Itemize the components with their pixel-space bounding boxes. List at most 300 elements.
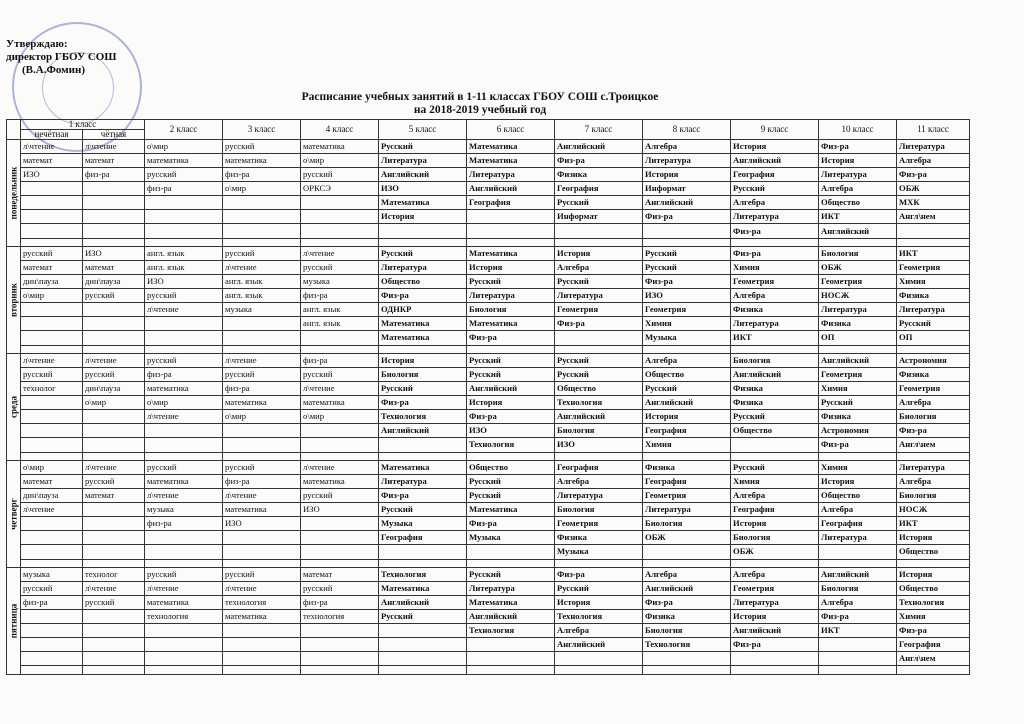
empty-cell — [897, 559, 970, 567]
empty-cell — [897, 666, 970, 675]
lesson-cell: ИЗО — [223, 517, 301, 531]
lesson-cell: Английский — [643, 196, 731, 210]
lesson-cell — [379, 438, 467, 452]
lesson-cell — [21, 303, 83, 317]
lesson-cell — [83, 638, 145, 652]
lesson-cell: География — [555, 182, 643, 196]
lesson-cell: География — [643, 475, 731, 489]
lesson-row — [7, 610, 970, 624]
lesson-cell: Физика — [819, 317, 897, 331]
lesson-cell: Технология — [643, 638, 731, 652]
lesson-cell — [301, 624, 379, 638]
lesson-cell: История — [555, 246, 643, 260]
lesson-cell: Русский — [467, 368, 555, 382]
lesson-cell — [301, 531, 379, 545]
lesson-cell: ОРКСЭ — [301, 182, 379, 196]
lesson-cell — [819, 638, 897, 652]
lesson-cell: Русский — [379, 140, 467, 154]
lesson-cell: Литература — [467, 168, 555, 182]
lesson-cell: математ — [301, 567, 379, 581]
lesson-cell: Английский — [467, 382, 555, 396]
lesson-cell: о\мир — [223, 410, 301, 424]
lesson-cell: Физ-ра — [819, 438, 897, 452]
lesson-cell: Математика — [379, 582, 467, 596]
lesson-cell: Английский — [467, 182, 555, 196]
day-label — [7, 246, 21, 353]
lesson-cell — [145, 210, 223, 224]
lesson-cell: Русский — [731, 460, 819, 474]
lesson-cell — [21, 517, 83, 531]
lesson-row — [7, 353, 970, 367]
lesson-cell: Технология — [555, 610, 643, 624]
empty-cell — [643, 345, 731, 353]
lesson-row — [7, 182, 970, 196]
lesson-cell: л\чтение — [223, 353, 301, 367]
lesson-cell: Английский — [379, 424, 467, 438]
lesson-cell: англ. язык — [223, 289, 301, 303]
lesson-cell: Биология — [467, 303, 555, 317]
lesson-cell — [379, 545, 467, 559]
empty-cell — [819, 345, 897, 353]
lesson-cell: русский — [301, 582, 379, 596]
page-title — [300, 91, 660, 117]
lesson-cell — [379, 624, 467, 638]
lesson-cell: л\чтение — [145, 489, 223, 503]
lesson-cell: русский — [21, 582, 83, 596]
empty-cell — [897, 238, 970, 246]
lesson-row — [7, 261, 970, 275]
lesson-cell: Математика — [467, 596, 555, 610]
lesson-cell — [145, 624, 223, 638]
lesson-cell: Физ-ра — [555, 154, 643, 168]
lesson-cell: англ. язык — [145, 261, 223, 275]
lesson-cell — [83, 517, 145, 531]
empty-cell — [83, 345, 145, 353]
lesson-cell — [223, 638, 301, 652]
lesson-cell: Физ-ра — [897, 624, 970, 638]
lesson-cell: География — [897, 638, 970, 652]
class-header: 4 класс — [301, 120, 379, 140]
lesson-cell: ИКТ — [897, 517, 970, 531]
lesson-cell: Общество — [731, 424, 819, 438]
lesson-cell — [145, 438, 223, 452]
empty-cell — [467, 452, 555, 460]
lesson-cell: Физика — [731, 303, 819, 317]
lesson-cell: русский — [83, 368, 145, 382]
lesson-row — [7, 246, 970, 260]
lesson-cell: математ — [83, 261, 145, 275]
lesson-cell: л\чтение — [21, 140, 83, 154]
lesson-cell — [21, 424, 83, 438]
lesson-cell: Литература — [643, 154, 731, 168]
lesson-cell: русский — [145, 460, 223, 474]
lesson-cell — [223, 438, 301, 452]
lesson-cell: Литература — [379, 261, 467, 275]
lesson-cell — [21, 638, 83, 652]
empty-cell — [223, 452, 301, 460]
lesson-cell: л\чтение — [83, 140, 145, 154]
day-label — [7, 140, 21, 247]
lesson-row — [7, 652, 970, 666]
lesson-cell: Алгебра — [643, 140, 731, 154]
lesson-cell: физ-ра — [145, 182, 223, 196]
lesson-cell: о\мир — [145, 396, 223, 410]
lesson-cell: музыка — [21, 567, 83, 581]
lesson-cell: Геометрия — [731, 582, 819, 596]
empty-cell — [83, 238, 145, 246]
lesson-cell: Русский — [819, 396, 897, 410]
empty-cell — [21, 452, 83, 460]
lesson-cell — [379, 652, 467, 666]
lesson-cell: Физ-ра — [467, 517, 555, 531]
empty-cell — [301, 452, 379, 460]
lesson-cell: Русский — [555, 275, 643, 289]
class-header: 5 класс — [379, 120, 467, 140]
lesson-cell — [223, 224, 301, 238]
lesson-cell — [83, 303, 145, 317]
lesson-cell — [21, 317, 83, 331]
empty-cell — [145, 666, 223, 675]
empty-cell — [731, 345, 819, 353]
lesson-cell — [145, 424, 223, 438]
lesson-cell — [145, 638, 223, 652]
lesson-cell: англ. язык — [145, 246, 223, 260]
lesson-cell: русский — [223, 567, 301, 581]
lesson-cell: Литература — [819, 168, 897, 182]
day-label — [7, 353, 21, 460]
lesson-cell: Технология — [467, 624, 555, 638]
lesson-cell: Русский — [467, 353, 555, 367]
empty-cell — [379, 559, 467, 567]
lesson-cell — [21, 224, 83, 238]
lesson-cell: технолог — [21, 382, 83, 396]
lesson-cell: Физ-ра — [731, 638, 819, 652]
lesson-cell: русский — [145, 168, 223, 182]
lesson-cell: русский — [83, 596, 145, 610]
lesson-cell: о\мир — [21, 289, 83, 303]
lesson-cell — [301, 545, 379, 559]
lesson-cell: русский — [21, 368, 83, 382]
lesson-cell — [21, 331, 83, 345]
lesson-cell: Физ-ра — [643, 275, 731, 289]
lesson-cell: Общество — [643, 368, 731, 382]
lesson-cell: Музыка — [467, 531, 555, 545]
lesson-cell: Алгебра — [819, 503, 897, 517]
lesson-cell: География — [467, 196, 555, 210]
lesson-cell — [301, 424, 379, 438]
day-name: среда — [8, 395, 18, 418]
lesson-cell: Английский — [555, 410, 643, 424]
lesson-cell: математика — [223, 154, 301, 168]
lesson-cell: Алгебра — [731, 196, 819, 210]
lesson-cell: математ — [21, 475, 83, 489]
lesson-cell: Физика — [731, 382, 819, 396]
lesson-cell: Русский — [467, 275, 555, 289]
lesson-cell: Русский — [555, 196, 643, 210]
lesson-cell: л\чтение — [83, 460, 145, 474]
lesson-row — [7, 545, 970, 559]
lesson-cell — [223, 331, 301, 345]
lesson-cell: русский — [21, 246, 83, 260]
lesson-cell: История — [731, 610, 819, 624]
empty-cell — [301, 345, 379, 353]
lesson-cell — [83, 438, 145, 452]
lesson-cell — [555, 652, 643, 666]
lesson-cell: Физ-ра — [379, 396, 467, 410]
lesson-cell — [897, 224, 970, 238]
empty-cell — [83, 666, 145, 675]
lesson-cell — [643, 545, 731, 559]
lesson-cell: Математика — [467, 246, 555, 260]
lesson-cell: Технология — [555, 396, 643, 410]
lesson-cell: Общество — [819, 489, 897, 503]
lesson-cell: л\чтение — [223, 489, 301, 503]
empty-cell — [467, 559, 555, 567]
lesson-cell: География — [731, 168, 819, 182]
lesson-cell: Общество — [467, 460, 555, 474]
lesson-cell — [301, 196, 379, 210]
lesson-cell — [21, 410, 83, 424]
lesson-cell: Биология — [819, 582, 897, 596]
lesson-cell: математика — [145, 475, 223, 489]
lesson-cell: англ. язык — [301, 303, 379, 317]
lesson-cell: Физ-ра — [731, 224, 819, 238]
lesson-cell: русский — [301, 368, 379, 382]
empty-cell — [643, 559, 731, 567]
lesson-cell: Информат — [643, 182, 731, 196]
lesson-cell: Русский — [379, 610, 467, 624]
lesson-cell — [223, 624, 301, 638]
lesson-cell: Алгебра — [897, 475, 970, 489]
lesson-row — [7, 210, 970, 224]
lesson-cell: математика — [145, 382, 223, 396]
lesson-cell: ИКТ — [819, 210, 897, 224]
lesson-cell: Биология — [731, 353, 819, 367]
class-header: 9 класс — [731, 120, 819, 140]
lesson-cell: русский — [145, 353, 223, 367]
lesson-cell: ИЗО — [83, 246, 145, 260]
lesson-cell: англ. язык — [223, 275, 301, 289]
lesson-cell — [21, 531, 83, 545]
lesson-cell: Биология — [379, 368, 467, 382]
lesson-cell: Химия — [897, 610, 970, 624]
empty-cell — [379, 452, 467, 460]
empty-cell — [223, 345, 301, 353]
lesson-cell: ИЗО — [643, 289, 731, 303]
lesson-row — [7, 410, 970, 424]
lesson-cell: музыка — [301, 275, 379, 289]
lesson-cell: Литература — [731, 317, 819, 331]
empty-cell — [145, 238, 223, 246]
empty-cell — [731, 238, 819, 246]
lesson-cell: История — [467, 396, 555, 410]
lesson-row — [7, 503, 970, 517]
lesson-cell: математ — [21, 261, 83, 275]
lesson-cell — [223, 545, 301, 559]
lesson-cell: технолог — [83, 567, 145, 581]
lesson-cell: Общество — [819, 196, 897, 210]
lesson-cell: Технология — [379, 567, 467, 581]
lesson-row — [7, 438, 970, 452]
lesson-cell: музыка — [223, 303, 301, 317]
lesson-cell: Биология — [555, 424, 643, 438]
lesson-cell: Алгебра — [731, 489, 819, 503]
lesson-cell: физ-ра — [145, 368, 223, 382]
lesson-cell: Физика — [555, 531, 643, 545]
lesson-cell — [21, 545, 83, 559]
lesson-cell: Физ-ра — [897, 168, 970, 182]
lesson-cell: Английский — [467, 610, 555, 624]
lesson-cell: Химия — [819, 460, 897, 474]
lesson-cell: англ. язык — [301, 317, 379, 331]
lesson-cell: Алгебра — [731, 567, 819, 581]
lesson-cell: л\чтение — [301, 246, 379, 260]
lesson-cell: Физика — [731, 396, 819, 410]
empty-cell — [731, 666, 819, 675]
lesson-cell: Математика — [379, 331, 467, 345]
lesson-cell — [145, 652, 223, 666]
empty-cell — [555, 666, 643, 675]
lesson-cell: История — [731, 517, 819, 531]
lesson-cell: ОБЖ — [897, 182, 970, 196]
lesson-cell: Русский — [555, 582, 643, 596]
lesson-cell: Русский — [643, 261, 731, 275]
lesson-cell — [301, 224, 379, 238]
lesson-cell: Астрономия — [819, 424, 897, 438]
lesson-cell: математика — [223, 503, 301, 517]
empty-cell — [83, 452, 145, 460]
lesson-cell: География — [819, 517, 897, 531]
lesson-cell: ИЗО — [379, 182, 467, 196]
lesson-cell: Физ-ра — [379, 489, 467, 503]
lesson-cell: л\чтение — [21, 503, 83, 517]
lesson-cell: Химия — [819, 382, 897, 396]
class-header: 1 класс — [21, 120, 145, 130]
lesson-cell: ИЗО — [301, 503, 379, 517]
lesson-cell: Физика — [819, 410, 897, 424]
lesson-cell: ОБЖ — [819, 261, 897, 275]
empty-cell — [555, 452, 643, 460]
approval-signature-name: (В.А.Фомин) — [22, 64, 86, 76]
lesson-cell — [301, 652, 379, 666]
lesson-cell: Технология — [897, 596, 970, 610]
lesson-cell: математика — [223, 396, 301, 410]
lesson-cell: л\чтение — [83, 582, 145, 596]
lesson-row — [7, 303, 970, 317]
lesson-cell — [819, 545, 897, 559]
lesson-cell: Алгебра — [643, 567, 731, 581]
lesson-row — [7, 154, 970, 168]
lesson-row — [7, 517, 970, 531]
lesson-cell: Физ-ра — [643, 596, 731, 610]
lesson-cell: Технология — [467, 438, 555, 452]
lesson-cell: ИЗО — [555, 438, 643, 452]
lesson-cell: русский — [301, 489, 379, 503]
lesson-cell: География — [643, 424, 731, 438]
lesson-cell: ИКТ — [819, 624, 897, 638]
lesson-cell: Музыка — [555, 545, 643, 559]
lesson-cell: Алгебра — [819, 596, 897, 610]
lesson-cell: Алгебра — [731, 289, 819, 303]
lesson-row — [7, 396, 970, 410]
lesson-cell: русский — [83, 475, 145, 489]
lesson-cell: Астрономия — [897, 353, 970, 367]
empty-cell — [21, 666, 83, 675]
lesson-cell: Русский — [379, 382, 467, 396]
lesson-cell — [83, 196, 145, 210]
lesson-cell: л\чтение — [223, 582, 301, 596]
lesson-cell: Биология — [897, 489, 970, 503]
lesson-cell: Литература — [467, 582, 555, 596]
lesson-cell — [83, 424, 145, 438]
lesson-cell: математика — [301, 475, 379, 489]
lesson-cell — [83, 610, 145, 624]
lesson-cell: Геометрия — [897, 261, 970, 275]
lesson-cell: НОСЖ — [819, 289, 897, 303]
lesson-cell — [21, 652, 83, 666]
lesson-cell: Физика — [897, 289, 970, 303]
lesson-cell: Геометрия — [819, 368, 897, 382]
class-header: 3 класс — [223, 120, 301, 140]
lesson-cell — [83, 224, 145, 238]
lesson-cell: Биология — [819, 246, 897, 260]
lesson-cell: Алгебра — [643, 353, 731, 367]
lesson-cell: русский — [223, 246, 301, 260]
lesson-cell — [83, 331, 145, 345]
lesson-row — [7, 317, 970, 331]
lesson-cell: Физ-ра — [555, 317, 643, 331]
empty-cell — [731, 452, 819, 460]
class-header: 8 класс — [643, 120, 731, 140]
lesson-cell: ИКТ — [897, 246, 970, 260]
lesson-row — [7, 368, 970, 382]
lesson-cell: русский — [301, 261, 379, 275]
lesson-cell: Русский — [379, 246, 467, 260]
lesson-cell — [83, 624, 145, 638]
lesson-cell — [83, 652, 145, 666]
lesson-cell: Англ\нем — [897, 652, 970, 666]
lesson-cell: Литература — [379, 154, 467, 168]
lesson-cell: физ-ра — [223, 382, 301, 396]
lesson-cell — [223, 531, 301, 545]
lesson-row — [7, 460, 970, 474]
lesson-row — [7, 196, 970, 210]
empty-cell — [731, 559, 819, 567]
empty-cell — [223, 238, 301, 246]
approval-line: Утверждаю: — [6, 38, 68, 50]
lesson-cell: История — [819, 154, 897, 168]
lesson-cell: о\мир — [145, 140, 223, 154]
lesson-cell — [21, 610, 83, 624]
lesson-cell: Литература — [897, 460, 970, 474]
lesson-cell: Физ-ра — [467, 331, 555, 345]
lesson-cell: Геометрия — [897, 382, 970, 396]
lesson-cell: Литература — [643, 503, 731, 517]
day-separator-row — [7, 345, 970, 353]
lesson-cell: Биология — [897, 410, 970, 424]
lesson-cell: л\чтение — [145, 303, 223, 317]
lesson-cell: Информат — [555, 210, 643, 224]
lesson-cell: русский — [223, 460, 301, 474]
day-label — [7, 567, 21, 674]
lesson-cell: ОП — [819, 331, 897, 345]
lesson-cell: Математика — [467, 503, 555, 517]
lesson-row — [7, 567, 970, 581]
empty-cell — [83, 559, 145, 567]
lesson-cell: Физ-ра — [379, 289, 467, 303]
day-separator-row — [7, 666, 970, 675]
lesson-cell — [643, 224, 731, 238]
